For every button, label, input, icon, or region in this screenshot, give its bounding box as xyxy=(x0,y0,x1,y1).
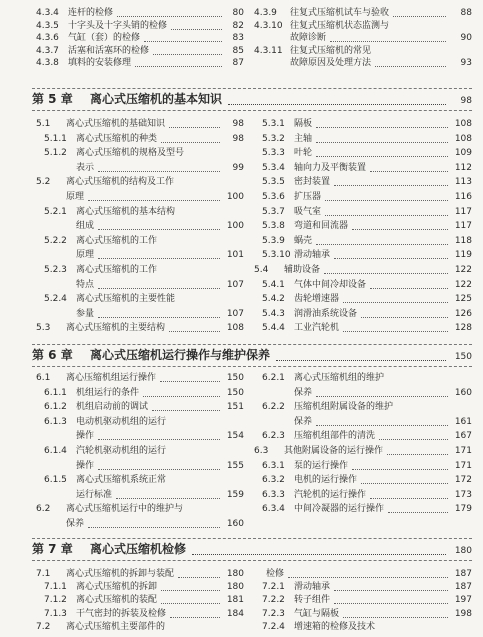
toc-entry-leader xyxy=(334,185,448,186)
toc-entry-leader xyxy=(334,590,448,591)
toc-entry-title: 扩压器 xyxy=(294,192,322,202)
toc-entry-page: 180 xyxy=(226,582,244,593)
toc-entry-num: 7.2.4 xyxy=(262,621,285,632)
toc-entry-title-cont: 参量 xyxy=(76,308,95,319)
toc-entry-num: 5.1.1 xyxy=(44,133,67,144)
toc-entry-title: 往复式压缩机试车与验收 xyxy=(290,8,390,18)
toc-entry-page: 173 xyxy=(454,489,472,500)
toc-entry-num: 5.4 xyxy=(254,265,269,275)
toc-entry-leader xyxy=(370,171,448,172)
toc-entry-page: 160 xyxy=(454,387,472,398)
toc-entry-leader xyxy=(316,127,448,128)
toc-entry-num: 5.1 xyxy=(36,119,51,129)
toc-entry-page: 171 xyxy=(454,446,472,456)
toc-entry-num: 7.2 xyxy=(36,621,51,632)
toc-entry-leader xyxy=(98,317,220,318)
toc-entry-title: 电机的运行操作 xyxy=(294,475,358,486)
toc-entry-title-cont: 组成 xyxy=(76,221,95,232)
toc-entry-title-cont: 操作 xyxy=(76,460,95,471)
toc-entry-leader xyxy=(316,156,448,157)
toc-entry-leader xyxy=(161,142,220,143)
toc-entry-title: 密封装置 xyxy=(294,177,331,188)
toc-entry-num: 4.3.4 xyxy=(36,8,59,18)
toc-entry-leader xyxy=(343,302,448,303)
toc-entry-title: 干气密封的拆装及检修 xyxy=(76,608,167,619)
toc-entry-num: 6.1.2 xyxy=(44,402,67,413)
toc-entry-num: 5.3.8 xyxy=(262,221,285,232)
chapter-page: 98 xyxy=(460,96,472,106)
toc-entry-page: 87 xyxy=(232,58,244,68)
toc-entry-page: 198 xyxy=(454,608,472,619)
toc-entry-leader xyxy=(169,127,220,128)
toc-entry-num: 5.3.1 xyxy=(262,119,285,129)
toc-entry-num: 5.2.1 xyxy=(44,206,67,217)
toc-entry-page: 150 xyxy=(226,387,244,398)
toc-entry-leader xyxy=(152,410,220,411)
toc-entry-leader xyxy=(169,331,220,332)
toc-entry-title: 轴向力及平衡装置 xyxy=(294,162,367,173)
toc-entry-page: 159 xyxy=(226,489,244,500)
toc-entry-title: 机组启动前的调试 xyxy=(76,402,149,413)
chapter-rule-bottom xyxy=(32,366,472,367)
chapter-page: 150 xyxy=(454,352,472,362)
toc-entry-page: 119 xyxy=(454,250,472,261)
toc-entry-num: 4.3.10 xyxy=(254,20,283,31)
toc-entry-num: 5.3.3 xyxy=(262,148,285,159)
chapter-leader xyxy=(228,104,446,105)
chapter-title: 离心式压缩机运行操作与维护保养 xyxy=(90,348,271,362)
chapter-title: 离心式压缩机检修 xyxy=(90,542,187,556)
toc-entry-num: 5.4.2 xyxy=(262,294,285,305)
toc-entry-num: 7.2.3 xyxy=(262,608,285,619)
toc-entry-page: 93 xyxy=(460,58,472,68)
toc-entry-title: 机组运行的条件 xyxy=(76,387,140,398)
toc-entry-leader xyxy=(171,29,222,30)
toc-entry-title: 离心式压缩机的基本结构 xyxy=(76,206,176,217)
toc-entry-page: 167 xyxy=(454,431,472,442)
toc-entry-num: 5.2.4 xyxy=(44,294,67,305)
toc-entry-leader xyxy=(161,590,220,591)
toc-entry-leader xyxy=(143,396,220,397)
toc-entry-leader xyxy=(316,396,448,397)
toc-entry-title: 汽轮机驱动机组的运行 xyxy=(76,446,167,456)
toc-entry-page: 109 xyxy=(454,148,472,159)
toc-entry-title: 齿轮增速器 xyxy=(294,294,340,305)
toc-entry-num: 5.2.2 xyxy=(44,235,67,246)
toc-entry-leader xyxy=(334,603,448,604)
toc-entry-num: 5.3.4 xyxy=(262,162,285,173)
toc-entry-num: 5.3.5 xyxy=(262,177,285,188)
toc-entry-page: 160 xyxy=(226,519,244,529)
chapter-rule-top xyxy=(32,88,472,89)
toc-entry-num: 5.3.7 xyxy=(262,206,285,217)
toc-entry-num: 6.3.2 xyxy=(262,475,285,486)
toc-entry-leader xyxy=(98,229,220,230)
toc-entry-num: 7.1.2 xyxy=(44,595,67,606)
toc-entry-leader xyxy=(387,454,448,455)
toc-entry-page: 116 xyxy=(454,192,472,202)
toc-entry-title: 离心式压缩机组的维护 xyxy=(294,373,385,383)
toc-entry-page: 187 xyxy=(454,582,472,593)
toc-entry-leader xyxy=(352,469,448,470)
toc-entry-num: 7.2.2 xyxy=(262,595,285,606)
toc-entry-num: 6.1 xyxy=(36,373,51,383)
toc-entry-leader xyxy=(88,527,220,528)
toc-entry-title: 离心式压缩机的规格及型号 xyxy=(76,148,185,159)
toc-entry-title: 蜗壳 xyxy=(294,235,313,246)
toc-entry-page: 128 xyxy=(454,323,472,334)
toc-entry-title-cont: 特点 xyxy=(76,279,95,290)
toc-entry-num: 5.3.2 xyxy=(262,133,285,144)
toc-entry-leader xyxy=(161,603,220,604)
toc-entry-leader xyxy=(316,244,448,245)
toc-entry-leader xyxy=(135,66,222,67)
toc-entry-title: 转子组件 xyxy=(294,595,331,606)
chapter-number: 第 6 章 xyxy=(32,348,73,362)
chapter-rule-top xyxy=(32,538,472,539)
toc-entry-title-cont: 故障诊断 xyxy=(290,33,327,43)
toc-entry-num: 6.1.4 xyxy=(44,446,67,456)
toc-entry-leader xyxy=(324,273,448,274)
toc-entry-leader xyxy=(153,54,222,55)
toc-entry-page: 117 xyxy=(454,206,472,217)
toc-entry-title: 滑动轴承 xyxy=(294,250,331,261)
toc-entry-leader xyxy=(116,498,220,499)
toc-entry-title: 离心式压缩机的工作 xyxy=(76,235,158,246)
toc-entry-page: 155 xyxy=(226,460,244,471)
chapter-leader xyxy=(276,360,446,361)
toc-entry-num: 6.2.3 xyxy=(262,431,285,442)
toc-entry-num: 6.1.1 xyxy=(44,387,67,398)
toc-entry-leader xyxy=(316,142,448,143)
toc-entry-leader xyxy=(160,381,220,382)
toc-entry-title: 压缩机组附属设备的维护 xyxy=(294,402,394,413)
toc-entry-title: 叶轮 xyxy=(294,148,313,159)
chapter-number: 第 7 章 xyxy=(32,542,73,556)
toc-entry-page: 172 xyxy=(454,475,472,486)
toc-entry-page: 83 xyxy=(232,33,244,43)
toc-entry-num: 4.3.7 xyxy=(36,45,59,56)
toc-entry-leader xyxy=(144,41,222,42)
toc-entry-num: 6.2.2 xyxy=(262,402,285,413)
toc-entry-leader xyxy=(98,439,220,440)
toc-entry-leader xyxy=(98,171,220,172)
toc-entry-title-cont: 表示 xyxy=(76,162,95,173)
toc-entry-page: 90 xyxy=(460,33,472,43)
toc-entry-title: 吸气室 xyxy=(294,206,322,217)
toc-entry-page: 122 xyxy=(454,279,472,290)
toc-entry-title-cont: 保养 xyxy=(294,387,313,398)
toc-entry-title: 气缸与隔板 xyxy=(294,608,340,619)
toc-entry-num: 7.1.1 xyxy=(44,582,67,593)
toc-entry-page: 151 xyxy=(226,402,244,413)
chapter-leader xyxy=(192,554,446,555)
toc-entry-title: 活塞和活塞环的检修 xyxy=(68,45,150,56)
toc-entry-title: 隔板 xyxy=(294,119,313,129)
toc-entry-title: 离心式压缩机的主要性能 xyxy=(76,294,176,305)
toc-entry-num: 5.1.2 xyxy=(44,148,67,159)
toc-entry-title: 润滑油系统设备 xyxy=(294,308,358,319)
toc-entry-page: 107 xyxy=(226,308,244,319)
toc-entry-title: 增速箱的检修及技术 xyxy=(294,621,376,632)
toc-entry-page: 101 xyxy=(226,250,244,261)
toc-entry-page: 179 xyxy=(454,504,472,515)
toc-entry-num: 6.3.4 xyxy=(262,504,285,515)
toc-entry-page: 171 xyxy=(454,460,472,471)
toc-entry-num: 4.3.11 xyxy=(254,45,283,56)
toc-entry-title: 压缩机组部件的清洗 xyxy=(294,431,376,442)
toc-entry-num: 5.3 xyxy=(36,323,51,334)
toc-entry-leader xyxy=(343,331,448,332)
toc-entry-page: 88 xyxy=(460,8,472,18)
toc-entry-title: 辅助设备 xyxy=(284,265,321,275)
toc-entry-title: 检修 xyxy=(266,569,285,579)
toc-entry-num: 6.3 xyxy=(254,446,269,456)
toc-entry-num: 7.2.1 xyxy=(262,582,285,593)
toc-entry-title: 离心式压缩机的结构及工作 xyxy=(66,177,175,188)
toc-entry-title: 离心式压缩机运行中的维护与 xyxy=(66,504,184,515)
toc-entry-num: 6.1.3 xyxy=(44,416,67,427)
toc-entry-leader xyxy=(98,469,220,470)
toc-entry-num: 6.1.5 xyxy=(44,475,67,486)
chapter-title: 离心式压缩机的基本知识 xyxy=(90,92,223,106)
chapter-page: 180 xyxy=(454,546,472,556)
toc-entry-page: 181 xyxy=(226,595,244,606)
toc-entry-page: 118 xyxy=(454,235,472,246)
toc-entry-title: 离心式压缩机的种类 xyxy=(76,133,158,144)
toc-entry-num: 4.3.6 xyxy=(36,33,59,43)
toc-entry-title: 离心式压缩机的装配 xyxy=(76,595,158,606)
toc-entry-page: 112 xyxy=(454,162,472,173)
toc-entry-title: 离心式压缩机的拆卸与装配 xyxy=(66,569,175,579)
toc-entry-leader xyxy=(178,577,220,578)
toc-entry-leader xyxy=(388,512,448,513)
toc-entry-page: 100 xyxy=(226,221,244,232)
toc-entry-title-cont: 运行标准 xyxy=(76,489,113,500)
toc-entry-leader xyxy=(343,617,448,618)
toc-entry-num: 6.3.1 xyxy=(262,460,285,471)
toc-entry-title: 连杆的检修 xyxy=(68,8,114,18)
toc-entry-page: 85 xyxy=(232,45,244,56)
toc-entry-leader xyxy=(330,41,446,42)
toc-entry-page: 117 xyxy=(454,221,472,232)
toc-entry-leader xyxy=(334,258,448,259)
toc-entry-title: 其他附属设备的运行操作 xyxy=(284,446,384,456)
toc-entry-title: 离心式压缩机的主要结构 xyxy=(66,323,166,334)
toc-entry-leader xyxy=(375,66,446,67)
toc-entry-page: 113 xyxy=(454,177,472,188)
toc-entry-title: 十字头及十字头销的检修 xyxy=(68,20,168,31)
toc-entry-leader xyxy=(379,439,448,440)
toc-entry-page: 197 xyxy=(454,595,472,606)
toc-entry-num: 7.1 xyxy=(36,569,51,579)
chapter-rule-bottom xyxy=(32,110,472,111)
chapter-rule-top xyxy=(32,344,472,345)
toc-entry-title: 滑动轴承 xyxy=(294,582,331,593)
toc-entry-title: 填料的安装修理 xyxy=(68,58,132,68)
toc-entry-num: 5.2 xyxy=(36,177,51,188)
toc-entry-num: 5.3.6 xyxy=(262,192,285,202)
toc-entry-leader xyxy=(352,229,448,230)
toc-entry-title-cont: 保养 xyxy=(294,416,313,427)
toc-entry-title-cont: 操作 xyxy=(76,431,95,442)
toc-entry-title-cont: 保养 xyxy=(66,519,85,529)
toc-entry-leader xyxy=(325,215,448,216)
toc-entry-page: 99 xyxy=(232,162,244,173)
toc-entry-title: 汽轮机的运行操作 xyxy=(294,489,367,500)
toc-entry-page: 107 xyxy=(226,279,244,290)
toc-entry-num: 5.2.3 xyxy=(44,265,67,275)
toc-entry-page: 108 xyxy=(226,323,244,334)
toc-entry-page: 108 xyxy=(454,133,472,144)
toc-entry-title: 中间冷凝器的运行操作 xyxy=(294,504,385,515)
toc-entry-page: 161 xyxy=(454,416,472,427)
toc-entry-num: 4.3.5 xyxy=(36,20,59,31)
toc-entry-leader xyxy=(361,483,448,484)
toc-entry-leader xyxy=(288,577,448,578)
toc-entry-page: 154 xyxy=(226,431,244,442)
toc-entry-num: 5.4.1 xyxy=(262,279,285,290)
toc-entry-title: 气体中间冷却设备 xyxy=(294,279,367,290)
toc-entry-page: 150 xyxy=(226,373,244,383)
toc-entry-num: 5.4.3 xyxy=(262,308,285,319)
toc-entry-title: 弯道和回流器 xyxy=(294,221,349,232)
chapter-rule-bottom xyxy=(32,560,472,561)
toc-entry-num: 6.2 xyxy=(36,504,51,515)
toc-entry-title: 主轴 xyxy=(294,133,313,144)
toc-entry-title: 泵的运行操作 xyxy=(294,460,349,471)
toc-entry-title-cont: 原理 xyxy=(76,250,95,261)
toc-entry-title: 工业汽轮机 xyxy=(294,323,340,334)
toc-entry-page: 98 xyxy=(232,119,244,129)
toc-entry-leader xyxy=(170,617,220,618)
toc-entry-leader xyxy=(98,258,220,259)
toc-entry-title: 往复式压缩机状态监测与 xyxy=(290,20,390,31)
toc-entry-page: 126 xyxy=(454,308,472,319)
toc-entry-page: 180 xyxy=(226,569,244,579)
toc-entry-num: 4.3.9 xyxy=(254,8,277,18)
toc-entry-title: 离心式压缩机主要部件的 xyxy=(66,621,166,632)
toc-entry-num: 5.3.10 xyxy=(262,250,291,261)
toc-entry-num: 4.3.8 xyxy=(36,58,59,68)
toc-entry-page: 80 xyxy=(232,8,244,18)
toc-entry-page: 184 xyxy=(226,608,244,619)
toc-entry-page: 125 xyxy=(454,294,472,305)
toc-entry-title: 电动机驱动机组的运行 xyxy=(76,416,167,427)
toc-entry-leader xyxy=(316,425,448,426)
toc-entry-leader xyxy=(393,16,446,17)
toc-entry-title: 离心式压缩机的工作 xyxy=(76,265,158,275)
toc-entry-num: 7.1.3 xyxy=(44,608,67,619)
toc-entry-leader xyxy=(98,288,220,289)
toc-entry-page: 82 xyxy=(232,20,244,31)
toc-entry-leader xyxy=(370,288,448,289)
toc-entry-title: 往复式压缩机的常见 xyxy=(290,45,372,56)
toc-entry-num: 6.2.1 xyxy=(262,373,285,383)
toc-entry-leader xyxy=(88,200,220,201)
toc-entry-title: 气缸（套）的检修 xyxy=(68,33,141,43)
toc-entry-page: 100 xyxy=(226,192,244,202)
toc-entry-num: 5.4.4 xyxy=(262,323,285,334)
toc-entry-num: 6.3.3 xyxy=(262,489,285,500)
toc-entry-num: 5.3.9 xyxy=(262,235,285,246)
toc-entry-page: 98 xyxy=(232,133,244,144)
toc-entry-leader xyxy=(361,317,448,318)
toc-entry-page: 108 xyxy=(454,119,472,129)
toc-entry-title: 离心式压缩机的拆卸 xyxy=(76,582,158,593)
toc-entry-title: 离心式压缩机系统正常 xyxy=(76,475,167,486)
toc-entry-page: 122 xyxy=(454,265,472,275)
chapter-number: 第 5 章 xyxy=(32,92,73,106)
toc-entry-title: 离心压缩机组运行操作 xyxy=(66,373,157,383)
toc-entry-leader xyxy=(370,498,448,499)
toc-entry-leader xyxy=(117,16,222,17)
toc-entry-title-cont: 故障原因及处理方法 xyxy=(290,58,372,68)
toc-entry-title-cont: 原理 xyxy=(66,192,85,202)
toc-entry-title: 离心式压缩机的基础知识 xyxy=(66,119,166,129)
toc-entry-page: 187 xyxy=(454,569,472,579)
toc-entry-leader xyxy=(325,200,448,201)
